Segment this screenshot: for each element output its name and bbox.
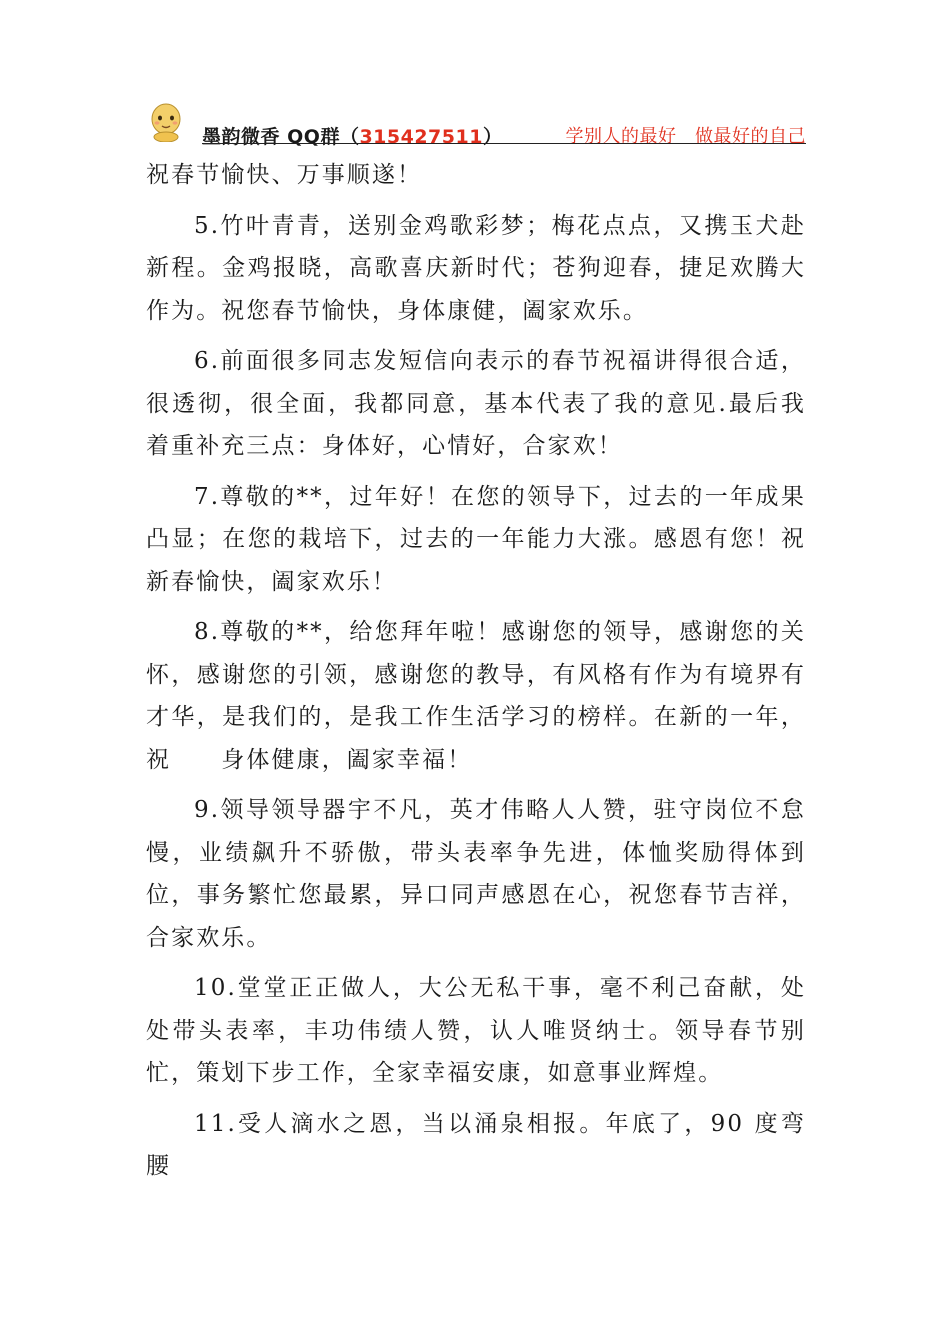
paragraph-0: 祝春节愉快、万事顺遂！ xyxy=(146,162,423,188)
document-body xyxy=(146,154,806,1196)
paragraph-10: 10.堂堂正正做人，大公无私干事，毫不利己奋献，处处带头表率，丰功伟绩人赞，认人唯贤纳士。领导春节别忙，策划下步工作，全家幸福安康，如意事业辉煌。 xyxy=(146,975,806,1086)
paragraph-7: 7.尊敬的**，过年好！在您的领导下，过去的一年成果凸显；在您的栽培下，过去的一年能力大涨。感恩有您！祝新春愉快，阖家欢乐！ xyxy=(146,483,806,595)
header-slogan: 学别人的最好 做最好的自己 xyxy=(565,126,806,147)
paragraph-11: 11.受人滴水之恩，当以涌泉相报。年底了，90 度弯腰 xyxy=(146,1110,806,1179)
header-group-info xyxy=(202,122,502,149)
qq-number: 315427511 xyxy=(359,126,483,148)
qq-label: QQ群（ xyxy=(287,126,360,148)
qq-close: ） xyxy=(482,126,503,148)
header-divider xyxy=(202,143,806,144)
paragraph-6: 6.前面很多同志发短信向表示的春节祝福讲得很合适，很透彻，很全面，我都同意，基本代表了我的意见.最后我着重补充三点：身体好，心情好，合家欢！ xyxy=(146,348,806,459)
paragraph-8: 8.尊敬的**，给您拜年啦！感谢您的领导，感谢您的关怀，感谢您的引领，感谢您的教导，有风格有作为有境界有才华，是我们的，是我工作生活学习的榜样。在新的一年，祝 身体健康，阖家幸福！ xyxy=(146,619,806,773)
group-name: 墨韵微香 xyxy=(202,126,281,148)
baby-avatar-icon xyxy=(146,102,186,142)
page-header xyxy=(146,102,806,146)
paragraph-5: 5.竹叶青青，送别金鸡歌彩梦；梅花点点，又携玉犬赴新程。金鸡报晓，高歌喜庆新时代；苍狗迎春，捷足欢腾大作为。祝您春节愉快，身体康健，阖家欢乐。 xyxy=(146,212,806,324)
paragraph-9: 9.领导领导器宇不凡，英才伟略人人赞，驻守岗位不怠慢，业绩飙升不骄傲，带头表率争先进，体恤奖励得体到位，事务繁忙您最累，异口同声感恩在心，祝您春节吉祥，合家欢乐。 xyxy=(146,797,806,951)
